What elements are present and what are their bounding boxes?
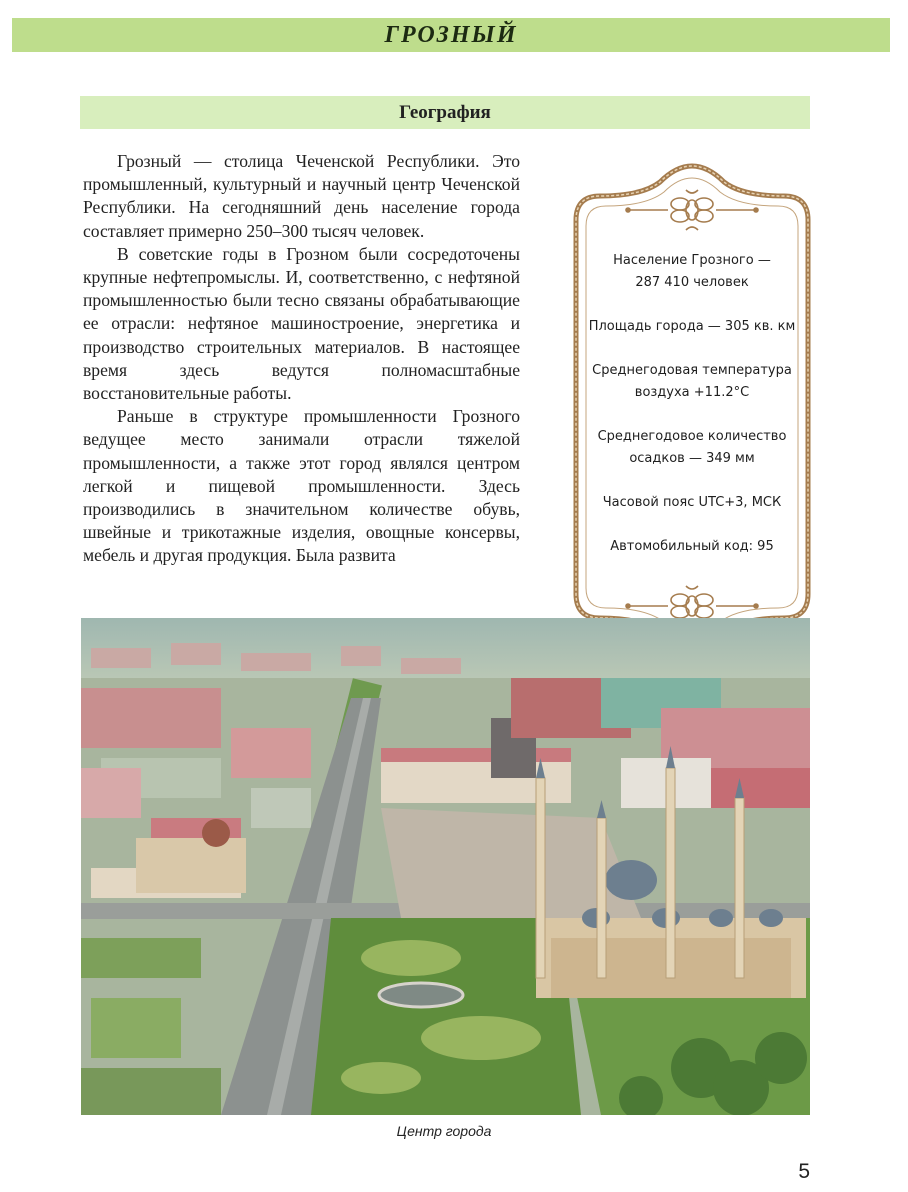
chapter-title: ГРОЗНЫЙ bbox=[384, 21, 518, 48]
paragraph: Раньше в структуре промышленности Грозного ведущее место занимали отрасли тяжелой промышленности, а также этот город являлся центром легкой и пищевой промышленности. Здесь производились в значительном количестве обувь, швейные и трикотажные изделия, овощные консервы, мебель и другая продукция. Была развита bbox=[83, 406, 520, 566]
paragraph: В советские годы в Грозном были сосредоточены крупные нефтепромыслы. И, соответственно, с нефтяной промышленностью были тесно связаны обрабатывающие ее отрасли: нефтяное машиностроение, энергетика и производство строительных материалов. В настоящее время здесь ведутся полномасштабные восстановительные работы. bbox=[83, 243, 520, 404]
chapter-title-banner bbox=[12, 18, 890, 52]
fact-vehicle-code: Автомобильный код: 95 bbox=[610, 539, 774, 554]
page-number: 5 bbox=[798, 1160, 810, 1183]
section-title-banner bbox=[80, 96, 810, 129]
aerial-city-illustration bbox=[81, 618, 810, 1115]
fact-population: Население Грозного — 287 410 человек bbox=[613, 253, 771, 290]
fact-precipitation: Среднегодовое количество осадков — 349 мм bbox=[597, 429, 787, 466]
photo-caption: Центр города bbox=[396, 1123, 492, 1139]
fact-temperature: Среднегодовая температура воздуха +11.2°С bbox=[592, 363, 792, 400]
paragraph: Грозный — столица Чеченской Республики. Это промышленный, культурный и научный центр Чеченской Республики. На сегодняшний день население города составляет примерно 250–300 тысяч человек. bbox=[83, 151, 520, 241]
section-title: География bbox=[399, 101, 491, 123]
fact-area: Площадь города — 305 кв. км bbox=[588, 319, 796, 334]
facts-infobox bbox=[556, 160, 828, 654]
city-center-photo bbox=[81, 618, 810, 1115]
facts-list bbox=[578, 250, 806, 580]
fact-timezone: Часовой пояс UTC+3, МСК bbox=[602, 495, 782, 510]
article-text bbox=[83, 150, 520, 568]
